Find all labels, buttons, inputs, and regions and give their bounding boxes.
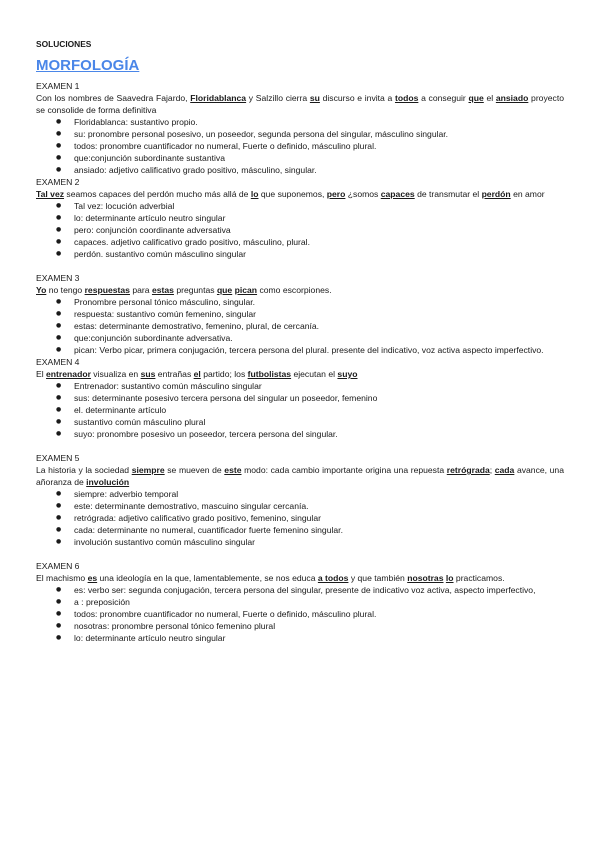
analysis-item: ● suyo: pronombre posesivo un poseedor, tercera persona del singular. xyxy=(36,428,564,440)
analysis-list xyxy=(36,380,564,440)
highlighted-word: entrenador xyxy=(46,369,91,379)
section-heading: MORFOLOGÍA xyxy=(36,57,140,74)
sentence-text: el xyxy=(483,93,496,103)
exam-block xyxy=(36,560,564,644)
highlighted-word: este xyxy=(224,465,242,475)
highlighted-word: capaces xyxy=(380,189,415,199)
exam-sentence xyxy=(36,284,564,296)
highlighted-word: ansiado xyxy=(495,93,529,103)
sentence-text: avance, una añoranza de xyxy=(36,465,564,487)
exam-heading: EXAMEN 5 xyxy=(36,453,80,463)
sentence-text: ejecutan el xyxy=(291,369,338,379)
analysis-item: ● lo: determinante artículo neutro singular xyxy=(36,212,564,224)
sentence-text: a conseguir xyxy=(418,93,469,103)
sentence-text: como escorpiones. xyxy=(257,285,332,295)
sentence-text: preguntas xyxy=(173,285,217,295)
exam-heading: EXAMEN 6 xyxy=(36,561,80,571)
highlighted-word: retrógrada xyxy=(446,465,490,475)
highlighted-word: nosotras xyxy=(407,573,444,583)
exam-heading: EXAMEN 1 xyxy=(36,81,80,91)
analysis-item: ● Floridablanca: sustantivo propio. xyxy=(36,116,564,128)
analysis-item: ● retrógrada: adjetivo calificativo grado positivo, femenino, singular xyxy=(36,512,564,524)
analysis-list xyxy=(36,296,564,356)
highlighted-word: Floridablanca xyxy=(190,93,247,103)
block-spacer xyxy=(36,548,564,560)
highlighted-word: futbolistas xyxy=(247,369,292,379)
exam-sentence xyxy=(36,572,564,584)
analysis-item: ● todos: pronombre cuantificador no numeral, Fuerte o definido, másculino plural. xyxy=(36,608,564,620)
analysis-item: ● Tal vez: locución adverbial xyxy=(36,200,564,212)
block-spacer xyxy=(36,260,564,272)
highlighted-word: lo xyxy=(250,189,259,199)
sentence-text: entrañas xyxy=(155,369,194,379)
highlighted-word: cada xyxy=(494,465,515,475)
sentence-text: practicamos. xyxy=(453,573,505,583)
sentence-text: discurso e invita a xyxy=(319,93,395,103)
exam-heading: EXAMEN 4 xyxy=(36,357,80,367)
analysis-item: ● este: determinante demostrativo, mascuino singular cercanía. xyxy=(36,500,564,512)
page-title: SOLUCIONES xyxy=(36,39,92,49)
analysis-item: ● perdón. sustantivo común másculino singular xyxy=(36,248,564,260)
sentence-text: El machismo xyxy=(36,573,88,583)
analysis-item: ● Entrenador: sustantivo común másculino singular xyxy=(36,380,564,392)
analysis-item: ● que:conjunción subordinante sustantiva xyxy=(36,152,564,164)
analysis-item: ● ansiado: adjetivo calificativo grado positivo, másculino, singular. xyxy=(36,164,564,176)
highlighted-word: todos xyxy=(394,93,419,103)
exam-sentence xyxy=(36,368,564,380)
sentence-text: no tengo xyxy=(46,285,85,295)
sentence-text: proyecto se consolide de forma definitiva xyxy=(36,93,564,115)
analysis-list xyxy=(36,584,564,644)
highlighted-word: pican xyxy=(234,285,258,295)
analysis-item: ● que:conjunción subordinante adversativa. xyxy=(36,332,564,344)
highlighted-word: que xyxy=(468,93,484,103)
exam-sentence xyxy=(36,92,564,116)
analysis-list xyxy=(36,488,564,548)
exam-heading: EXAMEN 2 xyxy=(36,177,80,187)
sentence-text: y que también xyxy=(348,573,408,583)
exam-block xyxy=(36,452,564,548)
highlighted-word: siempre xyxy=(131,465,165,475)
analysis-item: ● su: pronombre personal posesivo, un poseedor, segunda persona del singular, másculino singular. xyxy=(36,128,564,140)
sentence-text: ¿somos xyxy=(345,189,381,199)
analysis-item: ● pican: Verbo picar, primera conjugación, tercera persona del plural. presente del indicativo, voz activa aspecto imperfectivo. xyxy=(36,344,564,356)
sentence-text: partido; los xyxy=(200,369,248,379)
sentence-text: seamos capaces del perdón mucho más allá de xyxy=(64,189,251,199)
analysis-item: ● capaces. adjetivo calificativo grado positivo, másculino, plural. xyxy=(36,236,564,248)
highlighted-word: respuestas xyxy=(84,285,130,295)
highlighted-word: Tal vez xyxy=(36,189,65,199)
sentence-text: ; xyxy=(489,465,495,475)
sentence-text: modo: cada cambio importante origina una repuesta xyxy=(241,465,447,475)
exam-block xyxy=(36,272,564,356)
highlighted-word: es xyxy=(87,573,98,583)
highlighted-word: lo xyxy=(445,573,454,583)
analysis-item: ● Pronombre personal tónico másculino, singular. xyxy=(36,296,564,308)
analysis-item: ● lo: determinante artículo neutro singular xyxy=(36,632,564,644)
analysis-item: ● cada: determinante no numeral, cuantificador fuerte femenino singular. xyxy=(36,524,564,536)
highlighted-word: estas xyxy=(151,285,174,295)
sentence-text: El xyxy=(36,369,47,379)
analysis-item: ● sus: determinante posesivo tercera persona del singular un poseedor, femenino xyxy=(36,392,564,404)
sentence-text: que suponemos, xyxy=(258,189,327,199)
highlighted-word: su xyxy=(309,93,320,103)
document-page xyxy=(36,37,564,644)
highlighted-word: involución xyxy=(86,477,130,487)
exams-container xyxy=(36,80,564,644)
sentence-text: visualiza en xyxy=(90,369,141,379)
analysis-item: ● siempre: adverbio temporal xyxy=(36,488,564,500)
sentence-text: de transmutar el xyxy=(414,189,482,199)
exam-block xyxy=(36,80,564,176)
analysis-list xyxy=(36,116,564,176)
highlighted-word: perdón xyxy=(481,189,511,199)
analysis-item: ● es: verbo ser: segunda conjugación, tercera persona del singular, presente de indicativo voz activa, aspecto imperfectivo, xyxy=(36,584,564,596)
exam-block xyxy=(36,176,564,260)
highlighted-word: a todos xyxy=(317,573,349,583)
sentence-text: La historia y la sociedad xyxy=(36,465,132,475)
block-spacer xyxy=(36,440,564,452)
sentence-text: y Salzillo cierra xyxy=(246,93,310,103)
analysis-item: ● respuesta: sustantivo común femenino, singular xyxy=(36,308,564,320)
exam-sentence xyxy=(36,464,564,488)
sentence-text: Con los nombres de Saavedra Fajardo, xyxy=(36,93,191,103)
highlighted-word: el xyxy=(193,369,201,379)
analysis-item: ● todos: pronombre cuantificador no numeral, Fuerte o definido, másculino plural. xyxy=(36,140,564,152)
exam-heading: EXAMEN 3 xyxy=(36,273,80,283)
sentence-text: en amor xyxy=(510,189,545,199)
highlighted-word: pero xyxy=(326,189,346,199)
analysis-item: ● estas: determinante demostrativo, femenino, plural, de cercanía. xyxy=(36,320,564,332)
sentence-text: se mueven de xyxy=(164,465,225,475)
analysis-item: ● pero: conjunción coordinante adversativa xyxy=(36,224,564,236)
analysis-item: ● sustantivo común másculino plural xyxy=(36,416,564,428)
sentence-text: una ideología en la que, lamentablemente, se nos educa xyxy=(97,573,318,583)
analysis-item: ● a : preposición xyxy=(36,596,564,608)
highlighted-word: que xyxy=(216,285,233,295)
analysis-item: ● nosotras: pronombre personal tónico femenino plural xyxy=(36,620,564,632)
highlighted-word: suyo xyxy=(337,369,358,379)
exam-sentence xyxy=(36,188,564,200)
sentence-text: para xyxy=(129,285,152,295)
exam-block xyxy=(36,356,564,440)
highlighted-word: Yo xyxy=(36,285,47,295)
highlighted-word: sus xyxy=(140,369,156,379)
analysis-item: ● el. determinante artículo xyxy=(36,404,564,416)
analysis-list xyxy=(36,200,564,260)
analysis-item: ● involución sustantivo común másculino singular xyxy=(36,536,564,548)
